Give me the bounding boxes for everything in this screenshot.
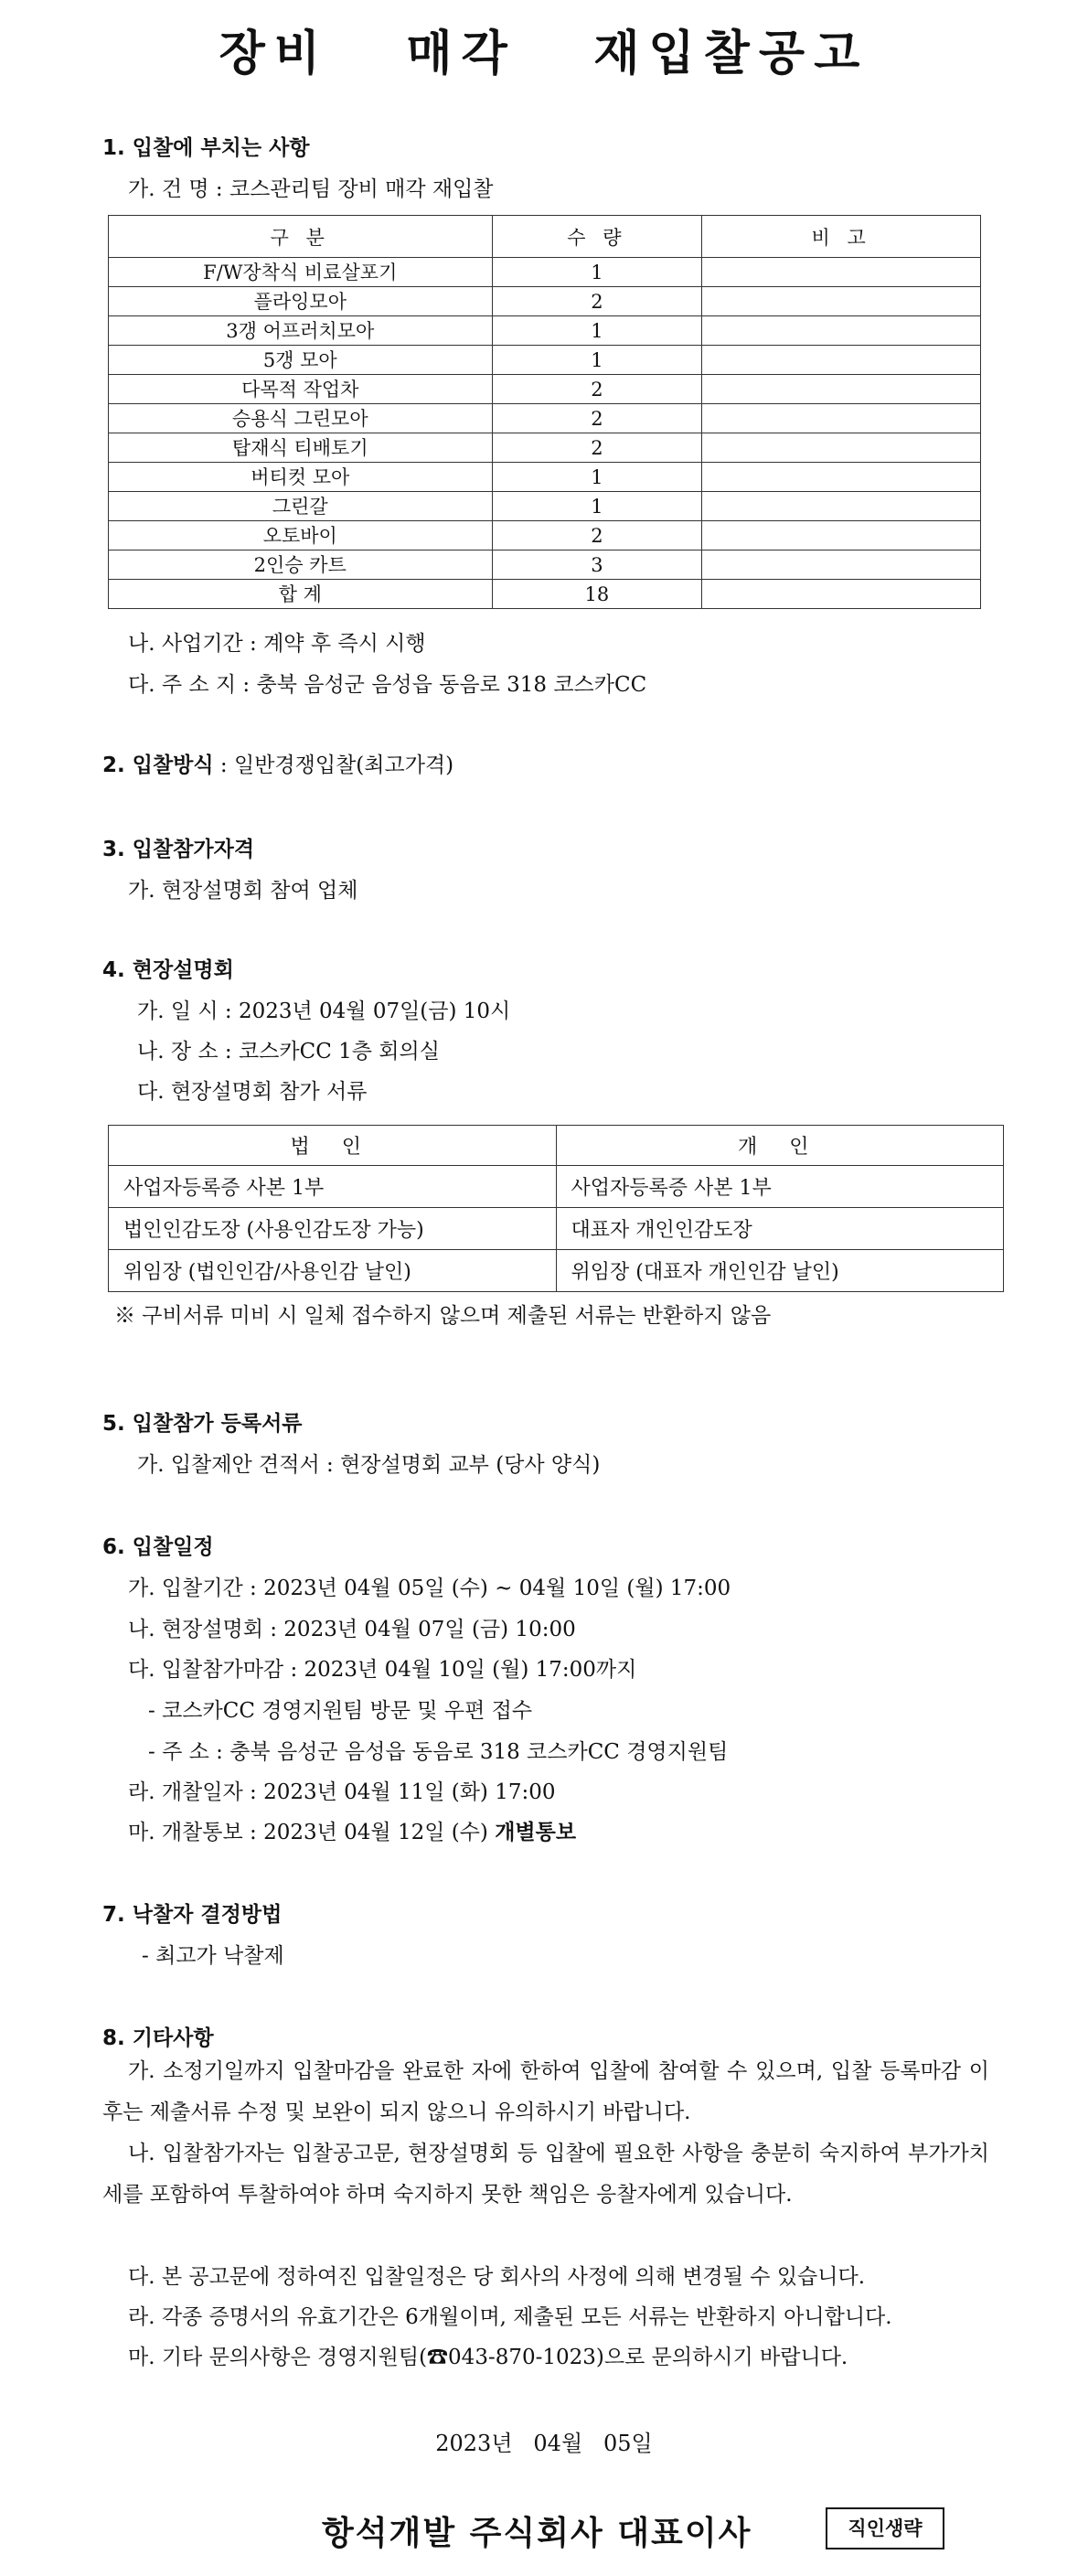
table-header-cell: 법 인	[109, 1126, 557, 1166]
table-row	[109, 463, 981, 492]
table-row	[109, 1208, 1004, 1250]
table-total-row	[109, 580, 981, 609]
company-signature: 항석개발 주식회사 대표이사	[322, 2515, 752, 2552]
section-8-heading: 8. 기타사항	[102, 2026, 214, 2050]
table-cell: 플라잉모아	[109, 287, 493, 316]
table-cell: 버티컷 모아	[109, 463, 493, 492]
table-cell	[702, 258, 981, 287]
table-cell	[702, 346, 981, 375]
table-cell	[702, 492, 981, 521]
table-header-cell: 구 분	[109, 216, 493, 258]
section-1-item-ga: 가. 건 명 : 코스관리팀 장비 매각 재입찰	[128, 177, 494, 201]
table-cell	[702, 433, 981, 463]
table-cell: 1	[492, 346, 702, 375]
table-row	[109, 433, 981, 463]
section-3-item-ga: 가. 현장설명회 참여 업체	[128, 879, 358, 903]
table-row	[109, 258, 981, 287]
document-title: 장비 매각 재입찰공고	[219, 27, 869, 81]
section-5-heading: 5. 입찰참가 등록서류	[102, 1412, 303, 1436]
table-cell: 1	[492, 492, 702, 521]
table-cell	[702, 375, 981, 404]
section-7-item: - 최고가 낙찰제	[142, 1944, 284, 1968]
table-header-row	[109, 1126, 1004, 1166]
table-cell: 승용식 그린모아	[109, 404, 493, 433]
section-5-item-ga: 가. 입찰제안 견적서 : 현장설명회 교부 (당사 양식)	[137, 1453, 601, 1477]
table-cell: 오토바이	[109, 521, 493, 550]
table-cell: 위임장 (대표자 개인인감 날인)	[556, 1250, 1004, 1292]
table-row	[109, 492, 981, 521]
table-cell: 합 계	[109, 580, 493, 609]
section-6-item-na: 나. 현장설명회 : 2023년 04월 07일 (금) 10:00	[128, 1618, 576, 1641]
table-row	[109, 404, 981, 433]
individual-notice-label: 개별통보	[495, 1821, 577, 1844]
table-cell: 사업자등록증 사본 1부	[109, 1166, 557, 1208]
table-cell: 탑재식 티배토기	[109, 433, 493, 463]
section-4-heading: 4. 현장설명회	[102, 958, 234, 982]
section-6-item-ma-line	[128, 1815, 576, 1845]
notice-date: 2023년 04월 05일	[435, 2431, 653, 2456]
section-8-para-da: 다. 본 공고문에 정하여진 입찰일정은 당 회사의 사정에 의해 변경될 수 있습니다.	[128, 2265, 866, 2289]
table-cell	[702, 463, 981, 492]
table-cell	[702, 550, 981, 580]
table-header-cell: 수 량	[492, 216, 702, 258]
table-cell: 그린갈	[109, 492, 493, 521]
equipment-table	[108, 215, 981, 609]
section-2-heading: 2. 입찰방식	[102, 754, 214, 777]
section-6-sub-2: - 주 소 : 충북 음성군 음성읍 동음로 318 코스카CC 경영지원팀	[148, 1740, 729, 1764]
table-row	[109, 1250, 1004, 1292]
table-cell: 2	[492, 521, 702, 550]
section-2-text: : 일반경쟁입찰(최고가격)	[213, 754, 454, 777]
table-cell: 위임장 (법인인감/사용인감 날인)	[109, 1250, 557, 1292]
table-cell: F/W장착식 비료살포기	[109, 258, 493, 287]
section-6-item-ra: 라. 개찰일자 : 2023년 04월 11일 (화) 17:00	[128, 1780, 556, 1804]
table-cell: 1	[492, 463, 702, 492]
table-row	[109, 287, 981, 316]
table-row	[109, 375, 981, 404]
section-2-line	[102, 748, 453, 778]
table-cell: 1	[492, 258, 702, 287]
table-cell: 1	[492, 316, 702, 346]
table-cell	[702, 521, 981, 550]
section-4-item-ga: 가. 일 시 : 2023년 04월 07일(금) 10시	[137, 999, 511, 1023]
table-cell: 18	[492, 580, 702, 609]
section-6-sub-1: - 코스카CC 경영지원팀 방문 및 우편 접수	[148, 1699, 533, 1723]
section-1-item-na: 나. 사업기간 : 계약 후 즉시 시행	[128, 632, 426, 656]
section-3-heading: 3. 입찰참가자격	[102, 838, 255, 861]
section-8-para-ga: 가. 소정기일까지 입찰마감을 완료한 자에 한하여 입찰에 참여할 수 있으며, 입찰 등록마감 이후는 제출서류 수정 및 보완이 되지 않으니 유의하시기 바랍니다.	[102, 2059, 989, 2124]
table-header-cell: 개 인	[556, 1126, 1004, 1166]
table-cell: 2	[492, 404, 702, 433]
table-cell: 2	[492, 287, 702, 316]
table-row	[109, 1166, 1004, 1208]
section-4-note: ※ 구비서류 미비 시 일체 접수하지 않으며 제출된 서류는 반환하지 않음	[114, 1304, 772, 1328]
section-6-item-da: 다. 입찰참가마감 : 2023년 04월 10일 (월) 17:00까지	[128, 1658, 637, 1682]
table-cell	[702, 287, 981, 316]
section-4-item-da: 다. 현장설명회 참가 서류	[137, 1080, 368, 1104]
section-4-item-na: 나. 장 소 : 코스카CC 1층 회의실	[137, 1040, 440, 1064]
table-row	[109, 346, 981, 375]
table-cell	[702, 404, 981, 433]
table-cell: 다목적 작업차	[109, 375, 493, 404]
section-6-item-ga: 가. 입찰기간 : 2023년 04월 05일 (수) ~ 04월 10일 (월) 17:00	[128, 1577, 731, 1600]
section-1-item-da: 다. 주 소 지 : 충북 음성군 음성읍 동음로 318 코스카CC	[128, 673, 647, 697]
table-cell: 2	[492, 375, 702, 404]
section-6-heading: 6. 입찰일정	[102, 1535, 214, 1559]
table-row	[109, 521, 981, 550]
table-cell: 2인승 카트	[109, 550, 493, 580]
table-cell: 2	[492, 433, 702, 463]
table-row	[109, 316, 981, 346]
table-cell	[702, 316, 981, 346]
required-documents-table	[108, 1125, 1004, 1292]
section-1-heading: 1. 입찰에 부치는 사항	[102, 136, 310, 160]
section-7-heading: 7. 낙찰자 결정방법	[102, 1903, 283, 1927]
table-header-row	[109, 216, 981, 258]
table-header-cell: 비 고	[702, 216, 981, 258]
table-cell: 법인인감도장 (사용인감도장 가능)	[109, 1208, 557, 1250]
table-cell	[702, 580, 981, 609]
seal-omitted-stamp: 직인생략	[826, 2507, 944, 2549]
table-cell: 대표자 개인인감도장	[556, 1208, 1004, 1250]
table-cell: 사업자등록증 사본 1부	[556, 1166, 1004, 1208]
section-8-para-na: 나. 입찰참가자는 입찰공고문, 현장설명회 등 입찰에 필요한 사항을 충분히 숙지하여 부가가치세를 포함하여 투찰하여야 하며 숙지하지 못한 책임은 응찰자에게 있습니다.	[102, 2142, 989, 2207]
table-cell: 5갱 모아	[109, 346, 493, 375]
section-8-para-ma: 마. 기타 문의사항은 경영지원팀(☎043-870-1023)으로 문의하시기 바랍니다.	[128, 2346, 848, 2369]
table-cell: 3	[492, 550, 702, 580]
table-cell: 3갱 어프러치모아	[109, 316, 493, 346]
section-6-item-ma: 마. 개찰통보 : 2023년 04월 12일 (수)	[128, 1821, 496, 1844]
section-8-para-ra: 라. 각종 증명서의 유효기간은 6개월이며, 제출된 모든 서류는 반환하지 아니합니다.	[128, 2305, 892, 2329]
table-row	[109, 550, 981, 580]
